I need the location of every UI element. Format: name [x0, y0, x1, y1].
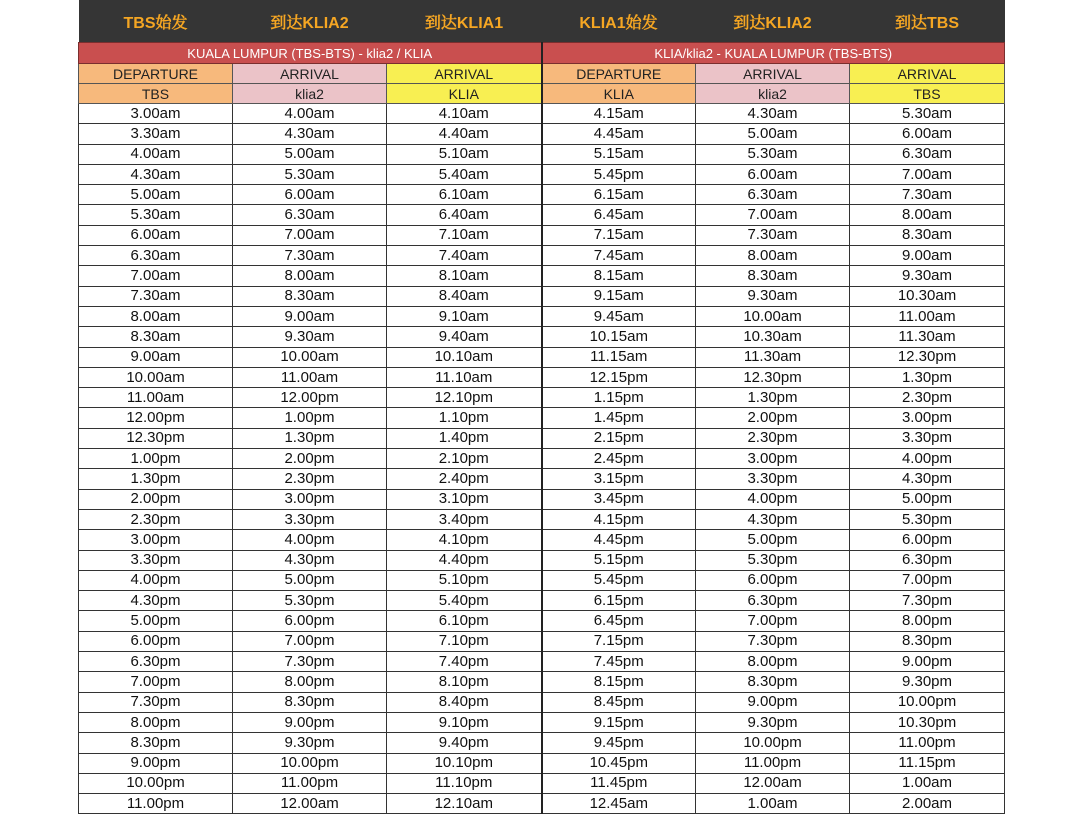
- table-row: [79, 408, 1005, 428]
- table-row: [79, 449, 1005, 469]
- table-row: [79, 428, 1005, 448]
- header-to-klia2: 到达KLIA2: [233, 0, 387, 43]
- klia2-arrive-time: 6.30am: [696, 185, 850, 205]
- klia2-arrive-time: 8.00pm: [696, 652, 850, 672]
- klia1-arrive-time: 5.40pm: [387, 591, 542, 611]
- tbs-depart-time: 8.00pm: [79, 712, 233, 732]
- klia2-arrive-time: 12.00am: [696, 773, 850, 793]
- klia2-arrive-time: 6.30pm: [696, 591, 850, 611]
- label-station: TBS: [79, 84, 233, 104]
- klia1-arrive-time: 10.10pm: [387, 753, 542, 773]
- table-row: [79, 773, 1005, 793]
- klia1-depart-time: 4.15pm: [542, 509, 696, 529]
- tbs-depart-time: 11.00am: [79, 388, 233, 408]
- klia1-arrive-time: 1.10pm: [387, 408, 542, 428]
- klia2-arrive-time: 10.30am: [696, 327, 850, 347]
- tbs-arrive-time: 7.00pm: [850, 570, 1005, 590]
- tbs-arrive-time: 5.30pm: [850, 509, 1005, 529]
- klia1-depart-time: 5.15am: [542, 144, 696, 164]
- tbs-depart-time: 8.00am: [79, 306, 233, 326]
- route-row: [79, 43, 1005, 64]
- table-row: [79, 591, 1005, 611]
- klia2-arrive-time: 7.30am: [233, 246, 387, 266]
- label-station: KLIA: [387, 84, 542, 104]
- klia2-arrive-time: 10.00am: [233, 347, 387, 367]
- tbs-arrive-time: 1.30pm: [850, 367, 1005, 387]
- klia2-arrive-time: 11.00am: [233, 367, 387, 387]
- klia2-arrive-time: 11.00pm: [233, 773, 387, 793]
- tbs-arrive-time: 3.30pm: [850, 428, 1005, 448]
- klia1-arrive-time: 6.10am: [387, 185, 542, 205]
- klia1-arrive-time: 6.10pm: [387, 611, 542, 631]
- klia1-arrive-time: 11.10pm: [387, 773, 542, 793]
- klia2-arrive-time: 7.00am: [233, 225, 387, 245]
- klia1-depart-time: 1.15pm: [542, 388, 696, 408]
- klia1-arrive-time: 3.10pm: [387, 489, 542, 509]
- klia2-arrive-time: 12.00pm: [233, 388, 387, 408]
- klia1-depart-time: 5.15pm: [542, 550, 696, 570]
- label-departure: DEPARTURE: [79, 64, 233, 84]
- klia1-depart-time: 7.15pm: [542, 631, 696, 651]
- tbs-depart-time: 3.30am: [79, 124, 233, 144]
- klia2-arrive-time: 8.30pm: [696, 672, 850, 692]
- tbs-depart-time: 4.00am: [79, 144, 233, 164]
- table-row: [79, 753, 1005, 773]
- table-row: [79, 733, 1005, 753]
- klia2-arrive-time: 1.30pm: [696, 388, 850, 408]
- klia1-arrive-time: 4.10am: [387, 104, 542, 124]
- klia1-depart-time: 12.45am: [542, 794, 696, 814]
- klia1-arrive-time: 4.40pm: [387, 550, 542, 570]
- klia2-arrive-time: 10.00am: [696, 306, 850, 326]
- klia2-arrive-time: 6.00pm: [696, 570, 850, 590]
- klia2-arrive-time: 12.00am: [233, 794, 387, 814]
- tbs-arrive-time: 9.00pm: [850, 652, 1005, 672]
- klia2-arrive-time: 4.30pm: [696, 509, 850, 529]
- klia1-depart-time: 10.45pm: [542, 753, 696, 773]
- klia1-arrive-time: 8.10pm: [387, 672, 542, 692]
- route-right-title: KLIA/klia2 - KUALA LUMPUR (TBS-BTS): [542, 43, 1005, 64]
- tbs-depart-time: 7.00pm: [79, 672, 233, 692]
- klia2-arrive-time: 7.00pm: [696, 611, 850, 631]
- klia2-arrive-time: 4.00am: [233, 104, 387, 124]
- klia1-arrive-time: 10.10am: [387, 347, 542, 367]
- klia1-arrive-time: 7.40pm: [387, 652, 542, 672]
- klia2-arrive-time: 7.30pm: [233, 652, 387, 672]
- klia1-depart-time: 8.45pm: [542, 692, 696, 712]
- tbs-arrive-time: 10.30pm: [850, 712, 1005, 732]
- klia2-arrive-time: 5.00am: [233, 144, 387, 164]
- table-row: [79, 347, 1005, 367]
- table-row: [79, 611, 1005, 631]
- label-arrival: ARRIVAL: [233, 64, 387, 84]
- klia1-depart-time: 4.15am: [542, 104, 696, 124]
- tbs-arrive-time: 11.30am: [850, 327, 1005, 347]
- tbs-depart-time: 8.30am: [79, 327, 233, 347]
- klia2-arrive-time: 2.30pm: [233, 469, 387, 489]
- tbs-depart-time: 8.30pm: [79, 733, 233, 753]
- tbs-depart-time: 6.00pm: [79, 631, 233, 651]
- klia2-arrive-time: 6.00pm: [233, 611, 387, 631]
- tbs-depart-time: 5.00pm: [79, 611, 233, 631]
- table-row: [79, 631, 1005, 651]
- klia2-arrive-time: 8.00am: [233, 266, 387, 286]
- klia2-arrive-time: 10.00pm: [233, 753, 387, 773]
- tbs-depart-time: 6.30am: [79, 246, 233, 266]
- bus-timetable: [78, 0, 1003, 814]
- klia2-arrive-time: 2.00pm: [696, 408, 850, 428]
- header-klia1-depart: KLIA1始发: [542, 0, 696, 43]
- klia1-arrive-time: 2.40pm: [387, 469, 542, 489]
- klia2-arrive-time: 7.30am: [696, 225, 850, 245]
- tbs-depart-time: 2.00pm: [79, 489, 233, 509]
- timetable-table: [78, 0, 1005, 814]
- klia1-depart-time: 6.45pm: [542, 611, 696, 631]
- klia2-arrive-time: 1.00pm: [233, 408, 387, 428]
- klia1-depart-time: 2.45pm: [542, 449, 696, 469]
- tbs-depart-time: 7.30pm: [79, 692, 233, 712]
- header-row: [79, 0, 1005, 43]
- tbs-arrive-time: 2.00am: [850, 794, 1005, 814]
- klia1-depart-time: 3.15pm: [542, 469, 696, 489]
- tbs-depart-time: 1.30pm: [79, 469, 233, 489]
- tbs-arrive-time: 4.00pm: [850, 449, 1005, 469]
- klia1-arrive-time: 9.40pm: [387, 733, 542, 753]
- klia1-arrive-time: 9.40am: [387, 327, 542, 347]
- klia1-depart-time: 4.45am: [542, 124, 696, 144]
- klia1-depart-time: 10.15am: [542, 327, 696, 347]
- tbs-arrive-time: 9.00am: [850, 246, 1005, 266]
- label-row-2: [79, 84, 1005, 104]
- klia1-depart-time: 8.15am: [542, 266, 696, 286]
- klia1-depart-time: 1.45pm: [542, 408, 696, 428]
- klia1-arrive-time: 1.40pm: [387, 428, 542, 448]
- klia2-arrive-time: 5.30am: [233, 164, 387, 184]
- label-arrival: ARRIVAL: [387, 64, 542, 84]
- tbs-arrive-time: 2.30pm: [850, 388, 1005, 408]
- tbs-arrive-time: 10.30am: [850, 286, 1005, 306]
- table-row: [79, 367, 1005, 387]
- tbs-arrive-time: 5.30am: [850, 104, 1005, 124]
- table-row: [79, 185, 1005, 205]
- klia1-arrive-time: 8.40am: [387, 286, 542, 306]
- table-row: [79, 286, 1005, 306]
- tbs-arrive-time: 8.00am: [850, 205, 1005, 225]
- tbs-depart-time: 6.00am: [79, 225, 233, 245]
- label-station: KLIA: [542, 84, 696, 104]
- tbs-arrive-time: 7.30pm: [850, 591, 1005, 611]
- klia2-arrive-time: 10.00pm: [696, 733, 850, 753]
- table-row: [79, 124, 1005, 144]
- tbs-arrive-time: 3.00pm: [850, 408, 1005, 428]
- label-station: klia2: [696, 84, 850, 104]
- tbs-depart-time: 5.30am: [79, 205, 233, 225]
- table-row: [79, 327, 1005, 347]
- klia1-depart-time: 2.15pm: [542, 428, 696, 448]
- klia1-depart-time: 6.45am: [542, 205, 696, 225]
- klia1-depart-time: 12.15pm: [542, 367, 696, 387]
- label-arrival: ARRIVAL: [850, 64, 1005, 84]
- tbs-depart-time: 9.00am: [79, 347, 233, 367]
- timetable-body: [79, 104, 1005, 814]
- klia1-arrive-time: 5.40am: [387, 164, 542, 184]
- klia2-arrive-time: 8.30pm: [233, 692, 387, 712]
- tbs-arrive-time: 12.30pm: [850, 347, 1005, 367]
- klia2-arrive-time: 7.00pm: [233, 631, 387, 651]
- tbs-depart-time: 12.30pm: [79, 428, 233, 448]
- table-row: [79, 144, 1005, 164]
- route-left-title: KUALA LUMPUR (TBS-BTS) - klia2 / KLIA: [79, 43, 542, 64]
- klia2-arrive-time: 5.00am: [696, 124, 850, 144]
- klia1-depart-time: 8.15pm: [542, 672, 696, 692]
- klia2-arrive-time: 3.30pm: [233, 509, 387, 529]
- klia2-arrive-time: 6.30am: [233, 205, 387, 225]
- table-row: [79, 712, 1005, 732]
- label-row-1: [79, 64, 1005, 84]
- klia2-arrive-time: 8.00pm: [233, 672, 387, 692]
- klia2-arrive-time: 3.30pm: [696, 469, 850, 489]
- klia1-depart-time: 9.15am: [542, 286, 696, 306]
- table-row: [79, 306, 1005, 326]
- klia1-arrive-time: 7.10am: [387, 225, 542, 245]
- klia1-depart-time: 11.15am: [542, 347, 696, 367]
- klia1-arrive-time: 7.40am: [387, 246, 542, 266]
- tbs-depart-time: 10.00am: [79, 367, 233, 387]
- tbs-depart-time: 7.30am: [79, 286, 233, 306]
- tbs-arrive-time: 6.30pm: [850, 550, 1005, 570]
- tbs-depart-time: 3.00pm: [79, 530, 233, 550]
- label-station: TBS: [850, 84, 1005, 104]
- tbs-depart-time: 3.00am: [79, 104, 233, 124]
- table-row: [79, 692, 1005, 712]
- klia2-arrive-time: 3.00pm: [233, 489, 387, 509]
- klia1-arrive-time: 5.10pm: [387, 570, 542, 590]
- tbs-arrive-time: 6.00pm: [850, 530, 1005, 550]
- klia1-depart-time: 11.45pm: [542, 773, 696, 793]
- klia1-depart-time: 7.45pm: [542, 652, 696, 672]
- tbs-arrive-time: 8.30am: [850, 225, 1005, 245]
- table-row: [79, 530, 1005, 550]
- klia1-depart-time: 4.45pm: [542, 530, 696, 550]
- klia2-arrive-time: 9.30am: [696, 286, 850, 306]
- tbs-depart-time: 2.30pm: [79, 509, 233, 529]
- klia1-arrive-time: 8.10am: [387, 266, 542, 286]
- klia2-arrive-time: 5.30pm: [233, 591, 387, 611]
- klia1-arrive-time: 8.40pm: [387, 692, 542, 712]
- klia1-arrive-time: 4.40am: [387, 124, 542, 144]
- klia2-arrive-time: 4.30pm: [233, 550, 387, 570]
- table-row: [79, 672, 1005, 692]
- klia2-arrive-time: 4.00pm: [233, 530, 387, 550]
- klia1-depart-time: 5.45pm: [542, 164, 696, 184]
- klia2-arrive-time: 5.30am: [696, 144, 850, 164]
- klia2-arrive-time: 9.30pm: [696, 712, 850, 732]
- klia1-arrive-time: 9.10am: [387, 306, 542, 326]
- tbs-arrive-time: 7.00am: [850, 164, 1005, 184]
- table-row: [79, 469, 1005, 489]
- klia1-depart-time: 9.45pm: [542, 733, 696, 753]
- label-station: klia2: [233, 84, 387, 104]
- klia1-arrive-time: 4.10pm: [387, 530, 542, 550]
- klia1-arrive-time: 12.10pm: [387, 388, 542, 408]
- klia2-arrive-time: 9.00am: [233, 306, 387, 326]
- table-row: [79, 205, 1005, 225]
- label-arrival: ARRIVAL: [696, 64, 850, 84]
- klia2-arrive-time: 11.30am: [696, 347, 850, 367]
- tbs-depart-time: 6.30pm: [79, 652, 233, 672]
- tbs-arrive-time: 1.00am: [850, 773, 1005, 793]
- table-row: [79, 652, 1005, 672]
- tbs-depart-time: 9.00pm: [79, 753, 233, 773]
- tbs-arrive-time: 10.00pm: [850, 692, 1005, 712]
- klia1-depart-time: 9.15pm: [542, 712, 696, 732]
- klia2-arrive-time: 5.30pm: [696, 550, 850, 570]
- klia2-arrive-time: 2.00pm: [233, 449, 387, 469]
- klia2-arrive-time: 9.30am: [233, 327, 387, 347]
- header-to-klia1: 到达KLIA1: [387, 0, 542, 43]
- klia1-depart-time: 7.45am: [542, 246, 696, 266]
- header-to-klia2-return: 到达KLIA2: [696, 0, 850, 43]
- tbs-arrive-time: 9.30am: [850, 266, 1005, 286]
- tbs-arrive-time: 8.00pm: [850, 611, 1005, 631]
- klia1-arrive-time: 6.40am: [387, 205, 542, 225]
- klia1-depart-time: 7.15am: [542, 225, 696, 245]
- tbs-depart-time: 4.00pm: [79, 570, 233, 590]
- tbs-depart-time: 4.30am: [79, 164, 233, 184]
- klia2-arrive-time: 11.00pm: [696, 753, 850, 773]
- klia2-arrive-time: 12.30pm: [696, 367, 850, 387]
- tbs-depart-time: 5.00am: [79, 185, 233, 205]
- klia2-arrive-time: 1.00am: [696, 794, 850, 814]
- klia2-arrive-time: 3.00pm: [696, 449, 850, 469]
- klia2-arrive-time: 7.00am: [696, 205, 850, 225]
- klia2-arrive-time: 8.00am: [696, 246, 850, 266]
- klia2-arrive-time: 6.00am: [233, 185, 387, 205]
- tbs-arrive-time: 11.15pm: [850, 753, 1005, 773]
- tbs-depart-time: 4.30pm: [79, 591, 233, 611]
- tbs-depart-time: 11.00pm: [79, 794, 233, 814]
- tbs-depart-time: 7.00am: [79, 266, 233, 286]
- klia1-depart-time: 6.15pm: [542, 591, 696, 611]
- table-row: [79, 550, 1005, 570]
- tbs-depart-time: 10.00pm: [79, 773, 233, 793]
- table-row: [79, 164, 1005, 184]
- klia2-arrive-time: 8.30am: [696, 266, 850, 286]
- klia2-arrive-time: 4.30am: [233, 124, 387, 144]
- tbs-depart-time: 12.00pm: [79, 408, 233, 428]
- klia2-arrive-time: 4.00pm: [696, 489, 850, 509]
- table-row: [79, 794, 1005, 814]
- klia1-depart-time: 9.45am: [542, 306, 696, 326]
- table-row: [79, 489, 1005, 509]
- table-row: [79, 225, 1005, 245]
- tbs-arrive-time: 6.00am: [850, 124, 1005, 144]
- klia2-arrive-time: 5.00pm: [233, 570, 387, 590]
- klia2-arrive-time: 9.00pm: [696, 692, 850, 712]
- tbs-arrive-time: 9.30pm: [850, 672, 1005, 692]
- tbs-arrive-time: 6.30am: [850, 144, 1005, 164]
- label-departure: DEPARTURE: [542, 64, 696, 84]
- klia1-arrive-time: 5.10am: [387, 144, 542, 164]
- klia1-arrive-time: 7.10pm: [387, 631, 542, 651]
- klia1-depart-time: 6.15am: [542, 185, 696, 205]
- tbs-arrive-time: 11.00am: [850, 306, 1005, 326]
- header-tbs-depart: TBS始发: [79, 0, 233, 43]
- tbs-arrive-time: 11.00pm: [850, 733, 1005, 753]
- tbs-arrive-time: 5.00pm: [850, 489, 1005, 509]
- klia1-arrive-time: 12.10am: [387, 794, 542, 814]
- klia1-arrive-time: 3.40pm: [387, 509, 542, 529]
- tbs-depart-time: 3.30pm: [79, 550, 233, 570]
- header-to-tbs: 到达TBS: [850, 0, 1005, 43]
- klia2-arrive-time: 2.30pm: [696, 428, 850, 448]
- tbs-arrive-time: 8.30pm: [850, 631, 1005, 651]
- tbs-arrive-time: 4.30pm: [850, 469, 1005, 489]
- klia2-arrive-time: 5.00pm: [696, 530, 850, 550]
- table-row: [79, 388, 1005, 408]
- table-row: [79, 266, 1005, 286]
- table-row: [79, 104, 1005, 124]
- klia2-arrive-time: 1.30pm: [233, 428, 387, 448]
- klia2-arrive-time: 9.00pm: [233, 712, 387, 732]
- klia2-arrive-time: 7.30pm: [696, 631, 850, 651]
- klia1-depart-time: 5.45pm: [542, 570, 696, 590]
- table-row: [79, 570, 1005, 590]
- klia1-arrive-time: 11.10am: [387, 367, 542, 387]
- table-row: [79, 246, 1005, 266]
- klia1-arrive-time: 2.10pm: [387, 449, 542, 469]
- tbs-depart-time: 1.00pm: [79, 449, 233, 469]
- klia1-arrive-time: 9.10pm: [387, 712, 542, 732]
- klia2-arrive-time: 8.30am: [233, 286, 387, 306]
- klia2-arrive-time: 6.00am: [696, 164, 850, 184]
- klia1-depart-time: 3.45pm: [542, 489, 696, 509]
- table-row: [79, 509, 1005, 529]
- tbs-arrive-time: 7.30am: [850, 185, 1005, 205]
- klia2-arrive-time: 9.30pm: [233, 733, 387, 753]
- klia2-arrive-time: 4.30am: [696, 104, 850, 124]
